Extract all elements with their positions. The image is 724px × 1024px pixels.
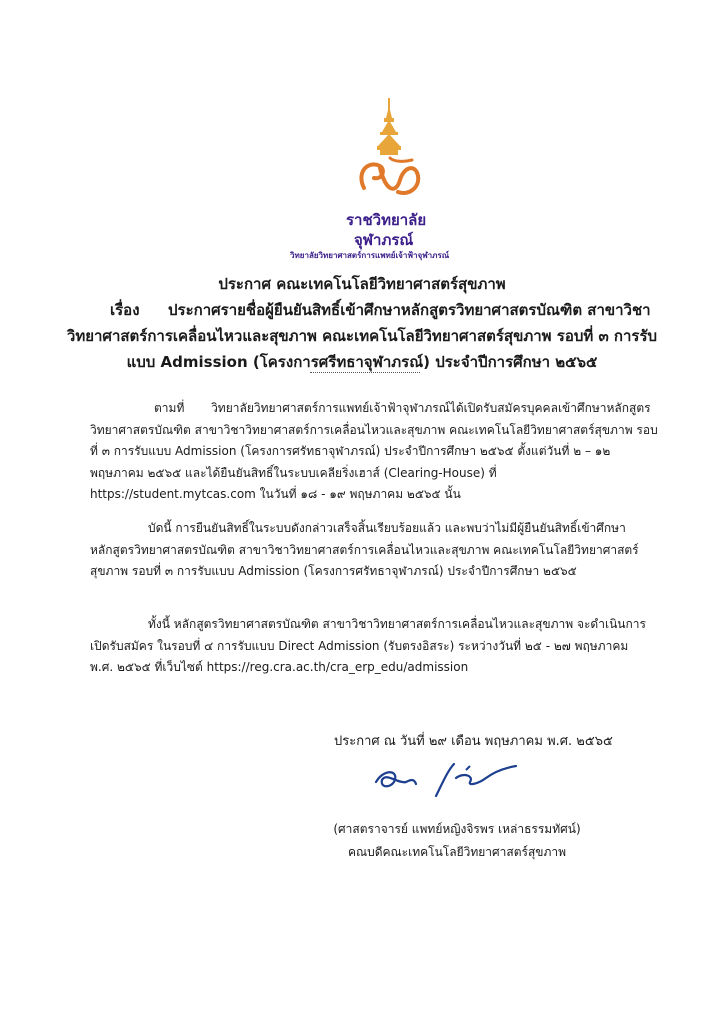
p1-lead: ตามที่ <box>154 401 185 415</box>
paragraph-2 <box>90 518 666 583</box>
p1-line3: ที่ ๓ การรับแบบ Admission (โครงการศรัทธาจุฬาภรณ์) ประจำปีการศึกษา ๒๕๖๕ ตั้งแต่วันที่ ๒ – ๑๒ <box>90 444 611 458</box>
logo-text-line2: จุฬาภรณ์ <box>354 231 414 249</box>
signature-image <box>370 758 530 808</box>
p3-line1: ทั้งนี้ หลักสูตรวิทยาศาสตรบัณฑิต สาขาวิชาวิทยาศาสตร์การเคลื่อนไหวและสุขภาพ จะดำเนินการ <box>148 617 646 631</box>
logo-text-line1: ราชวิทยาลัย <box>346 211 427 229</box>
p1-line4: พฤษภาคม ๒๕๖๕ และได้ยืนยันสิทธิ์ในระบบเคลียริ่งเฮาส์ (Clearing-House) ที่ <box>90 465 497 480</box>
signer-name: (ศาสตราจารย์ แพทย์หญิงจิรพร เหล่าธรรมทัศน์) <box>333 822 581 836</box>
crown-emblem-icon <box>334 96 444 206</box>
p3-line2: เปิดรับสมัคร ในรอบที่ ๔ การรับแบบ Direct Admission (รับตรงอิสระ) ระหว่างวันที่ ๒๕ - ๒๗ พฤษภาคม <box>90 638 629 653</box>
logo-text-line3: วิทยาลัยวิทยาศาสตร์การแพทย์เจ้าฟ้าจุฬาภรณ์ <box>290 251 450 260</box>
subject-label: เรื่อง <box>110 301 140 319</box>
subject-line3: แบบ Admission (โครงการศรีทธาจุฬาภรณ์) ประจำปีการศึกษา ๒๕๖๕ <box>126 353 598 371</box>
paragraph-3 <box>90 614 666 679</box>
p1-line5: https://student.mytcas.com ในวันที่ ๑๘ - ๑๙ พฤษภาคม ๒๕๖๕ นั้น <box>90 487 461 501</box>
p2-line3: สุขภาพ รอบที่ ๓ การรับแบบ Admission (โครงการศรัทธาจุฬาภรณ์) ประจำปีการศึกษา ๒๕๖๕ <box>90 564 577 578</box>
p3-line3: พ.ศ. ๒๕๖๕ ที่เว็บไซต์ https://reg.cra.ac.th/cra_erp_edu/admission <box>90 660 469 674</box>
p2-line1: บัดนี้ การยืนยันสิทธิ์ในระบบดังกล่าวเสร็จสิ้นเรียบร้อยแล้ว และพบว่าไม่มีผู้ยืนยันสิทธิ์เข้าศึกษา <box>148 521 626 535</box>
institution-logo <box>290 96 490 266</box>
dotted-divider <box>310 372 420 373</box>
p1-line2: วิทยาศาสตรบัณฑิต สาขาวิชาวิทยาศาสตร์การเคลื่อนไหวและสุขภาพ คณะเทคโนโลยีวิทยาศาสตร์สุขภาพ รอบ <box>90 422 658 437</box>
subject-line2: วิทยาศาสตร์การเคลื่อนไหวและสุขภาพ คณะเทคโนโลยีวิทยาศาสตร์สุขภาพ รอบที่ ๓ การรับ <box>66 327 658 345</box>
p1-line1: วิทยาลัยวิทยาศาสตร์การแพทย์เจ้าฟ้าจุฬาภรณ์ได้เปิดรับสมัครบุคคลเข้าศึกษาหลักสูตร <box>211 401 651 415</box>
p2-line2: หลักสูตรวิทยาศาสตรบัณฑิต สาขาวิชาวิทยาศาสตร์การเคลื่อนไหวและสุขภาพ คณะเทคโนโลยีวิทยาศาสตร์ <box>90 542 639 557</box>
announce-date: ประกาศ ณ วันที่ ๒๙ เดือน พฤษภาคม พ.ศ. ๒๕๖๕ <box>334 734 613 749</box>
subject-line1 <box>110 298 670 322</box>
paragraph-1 <box>90 398 666 506</box>
announcement-title: ประกาศ คณะเทคโนโลยีวิทยาศาสตร์สุขภาพ <box>218 275 506 293</box>
subject-text-line1: ประกาศรายชื่อผู้ยืนยันสิทธิ์เข้าศึกษาหลักสูตรวิทยาศาสตรบัณฑิต สาขาวิชา <box>168 301 651 319</box>
signer-title: คณบดีคณะเทคโนโลยีวิทยาศาสตร์สุขภาพ <box>347 845 567 859</box>
